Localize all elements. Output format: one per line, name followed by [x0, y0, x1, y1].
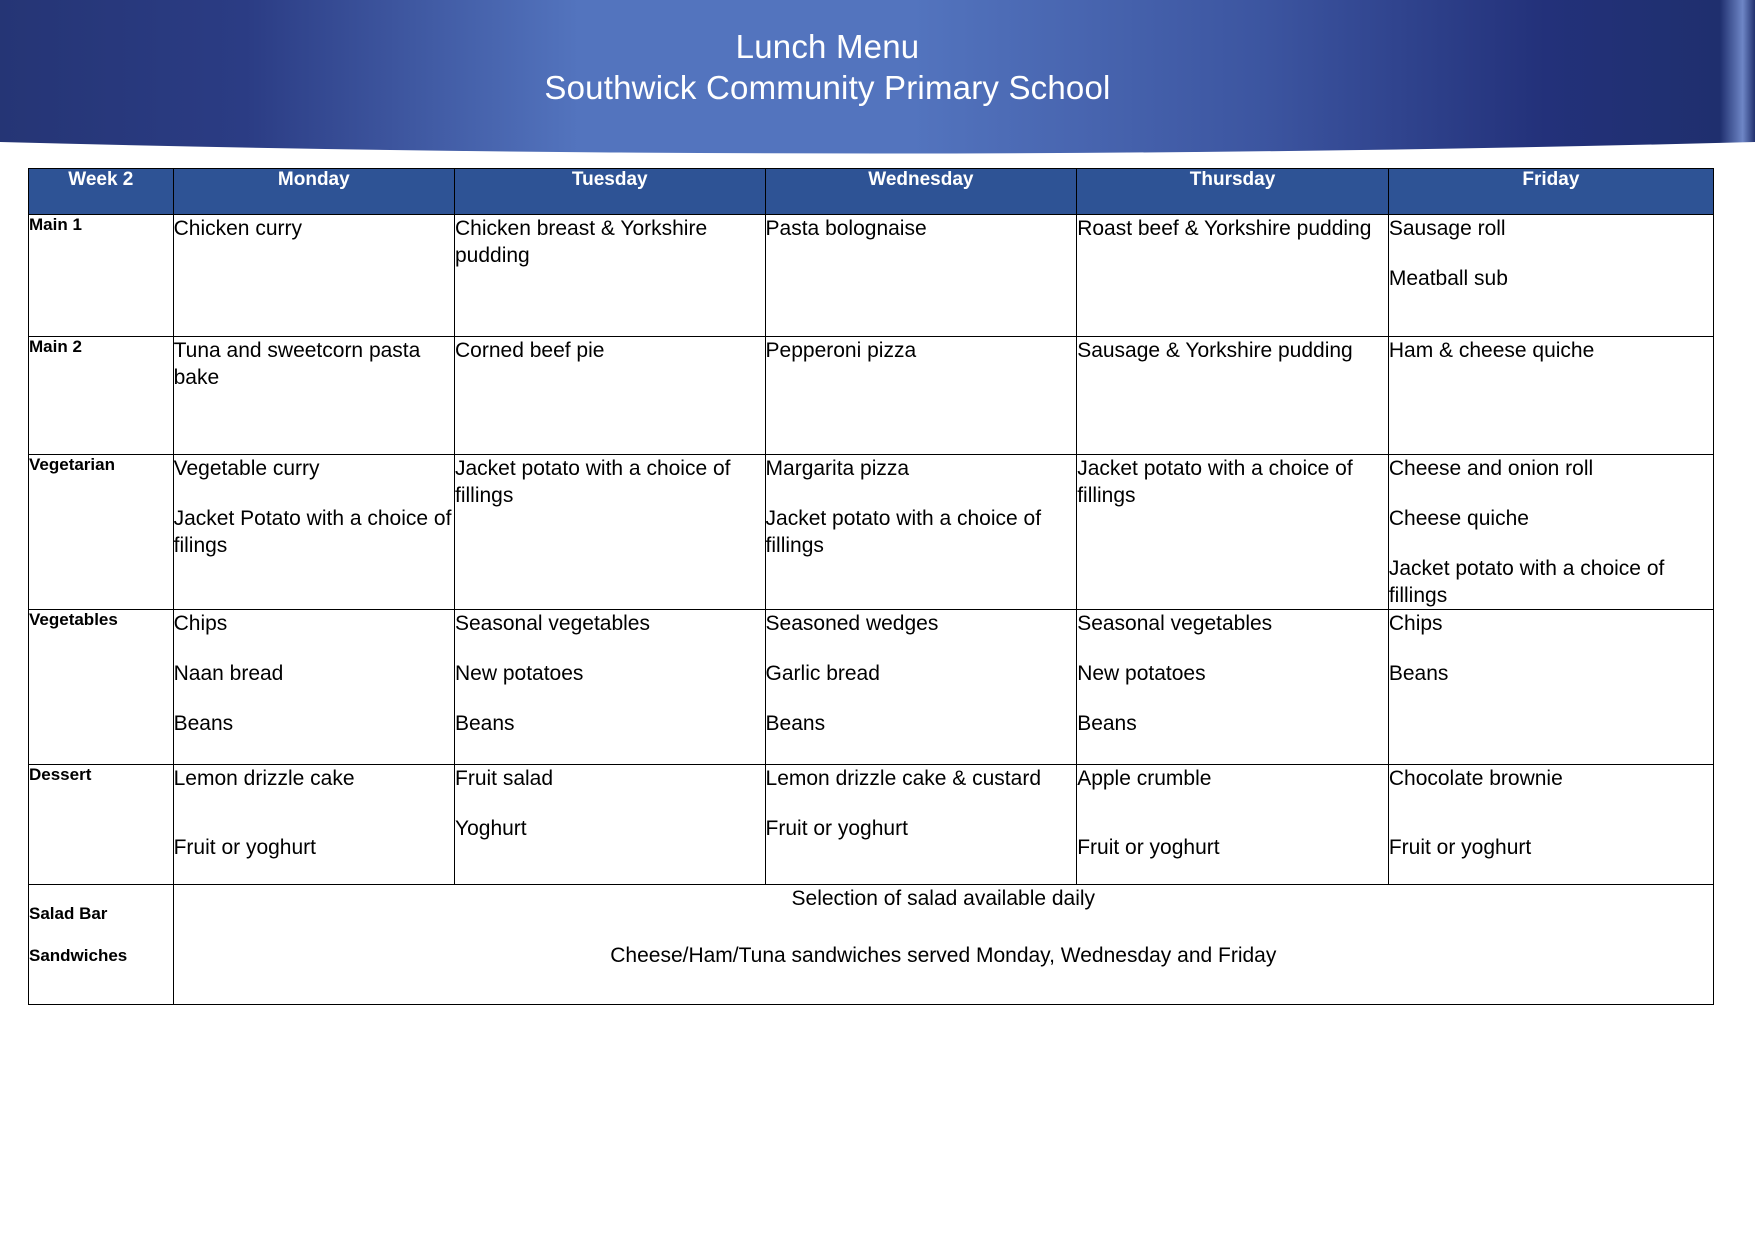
menu-item: Jacket potato with a choice of fillings	[455, 457, 731, 507]
menu-item: Pasta bolognaise	[765, 217, 927, 240]
row-label-vegetables: Vegetables	[29, 610, 174, 765]
header-day-wednesday: Wednesday	[765, 169, 1077, 215]
table-header	[29, 169, 1714, 215]
menu-item: Tuna and sweetcorn pasta bake	[173, 339, 421, 389]
salad-note: Selection of salad available daily	[791, 887, 1096, 910]
menu-item: Beans	[1388, 662, 1449, 685]
table-row	[29, 610, 1714, 765]
menu-item: Naan bread	[173, 662, 284, 685]
menu-item: Beans	[455, 712, 515, 735]
menu-item: Chips	[1388, 612, 1443, 635]
cell-main2-friday	[1388, 337, 1713, 455]
table-row	[29, 765, 1714, 885]
menu-table-container	[28, 168, 1714, 1005]
menu-item: Cheese quiche	[1388, 507, 1529, 530]
header-day-monday: Monday	[173, 169, 454, 215]
menu-item: Jacket potato with a choice of fillings	[1388, 557, 1665, 607]
page-banner	[0, 0, 1755, 156]
page-title: Lunch Menu	[735, 28, 920, 65]
menu-item: New potatoes	[1077, 662, 1206, 685]
row-label-salad-bar-sandwiches	[29, 885, 174, 1005]
menu-item: Margarita pizza	[765, 457, 910, 480]
menu-item: Fruit or yoghurt	[1388, 836, 1532, 859]
cell-vegetarian-wednesday	[765, 455, 1077, 610]
cell-vegetables-tuesday	[455, 610, 766, 765]
row-label-sandwiches: Sandwiches	[29, 946, 128, 965]
table-row	[29, 215, 1714, 337]
menu-item: Beans	[173, 712, 234, 735]
cell-vegetarian-friday	[1388, 455, 1713, 610]
banner-background-shape	[0, 0, 1755, 156]
menu-item: Sausage roll	[1388, 217, 1506, 240]
table-row	[29, 885, 1714, 1005]
menu-item: Chicken breast & Yorkshire pudding	[455, 217, 708, 267]
menu-item: New potatoes	[455, 662, 584, 685]
menu-item: Roast beef & Yorkshire pudding	[1077, 217, 1372, 240]
header-row	[29, 169, 1714, 215]
menu-item: Sausage & Yorkshire pudding	[1077, 339, 1353, 362]
menu-item: Seasonal vegetables	[1077, 612, 1273, 635]
row-label-salad-bar: Salad Bar	[29, 904, 108, 923]
cell-vegetables-wednesday	[765, 610, 1077, 765]
menu-item: Jacket potato with a choice of fillings	[765, 507, 1042, 557]
menu-item: Beans	[1077, 712, 1137, 735]
menu-item: Lemon drizzle cake	[173, 767, 355, 790]
header-week-label: Week 2	[29, 169, 174, 215]
cell-vegetables-monday	[173, 610, 454, 765]
menu-item: Cheese and onion roll	[1388, 457, 1594, 480]
header-day-thursday: Thursday	[1077, 169, 1389, 215]
cell-main1-monday	[173, 215, 454, 337]
menu-item: Chocolate brownie	[1388, 767, 1563, 790]
cell-dessert-friday	[1388, 765, 1713, 885]
menu-item: Yoghurt	[455, 817, 527, 840]
lunch-menu-table	[28, 168, 1714, 1005]
cell-vegetarian-thursday	[1077, 455, 1389, 610]
cell-main2-thursday	[1077, 337, 1389, 455]
cell-vegetarian-monday	[173, 455, 454, 610]
menu-item: Chips	[173, 612, 228, 635]
menu-item: Garlic bread	[765, 662, 880, 685]
menu-item: Fruit or yoghurt	[765, 817, 908, 840]
menu-item: Fruit or yoghurt	[173, 836, 316, 859]
salad-note: Cheese/Ham/Tuna sandwiches served Monday, Wednesday and Friday	[610, 944, 1277, 967]
cell-vegetables-friday	[1388, 610, 1713, 765]
cell-main2-wednesday	[765, 337, 1077, 455]
menu-item: Lemon drizzle cake & custard	[765, 767, 1041, 790]
menu-item: Apple crumble	[1077, 767, 1212, 790]
row-label-main-2: Main 2	[29, 337, 174, 455]
menu-item: Beans	[765, 712, 826, 735]
cell-dessert-wednesday	[765, 765, 1077, 885]
row-label-dessert: Dessert	[29, 765, 174, 885]
menu-item: Seasoned wedges	[765, 612, 939, 635]
menu-item: Ham & cheese quiche	[1388, 339, 1595, 362]
menu-item: Fruit or yoghurt	[1077, 836, 1220, 859]
cell-dessert-tuesday	[455, 765, 766, 885]
cell-dessert-monday	[173, 765, 454, 885]
cell-main1-friday	[1388, 215, 1713, 337]
menu-item: Seasonal vegetables	[455, 612, 650, 635]
menu-item: Corned beef pie	[455, 339, 605, 362]
menu-item: Fruit salad	[455, 767, 554, 790]
table-body	[29, 215, 1714, 1005]
cell-main1-thursday	[1077, 215, 1389, 337]
cell-main2-tuesday	[455, 337, 766, 455]
menu-item: Jacket potato with a choice of fillings	[1077, 457, 1353, 507]
row-label-vegetarian: Vegetarian	[29, 455, 174, 610]
cell-vegetarian-tuesday	[455, 455, 766, 610]
menu-item: Jacket Potato with a choice of filings	[173, 507, 452, 557]
table-row	[29, 455, 1714, 610]
row-label-main-1: Main 1	[29, 215, 174, 337]
cell-salad-bar-notes	[173, 885, 1713, 1005]
cell-main1-wednesday	[765, 215, 1077, 337]
menu-item: Chicken curry	[173, 217, 302, 240]
header-day-tuesday: Tuesday	[455, 169, 766, 215]
cell-dessert-thursday	[1077, 765, 1389, 885]
page-subtitle: Southwick Community Primary School	[544, 69, 1111, 106]
cell-main2-monday	[173, 337, 454, 455]
table-row	[29, 337, 1714, 455]
menu-item: Meatball sub	[1388, 267, 1508, 290]
menu-item: Pepperoni pizza	[765, 339, 917, 362]
header-day-friday: Friday	[1388, 169, 1713, 215]
menu-item: Vegetable curry	[173, 457, 320, 480]
cell-main1-tuesday	[455, 215, 766, 337]
cell-vegetables-thursday	[1077, 610, 1389, 765]
